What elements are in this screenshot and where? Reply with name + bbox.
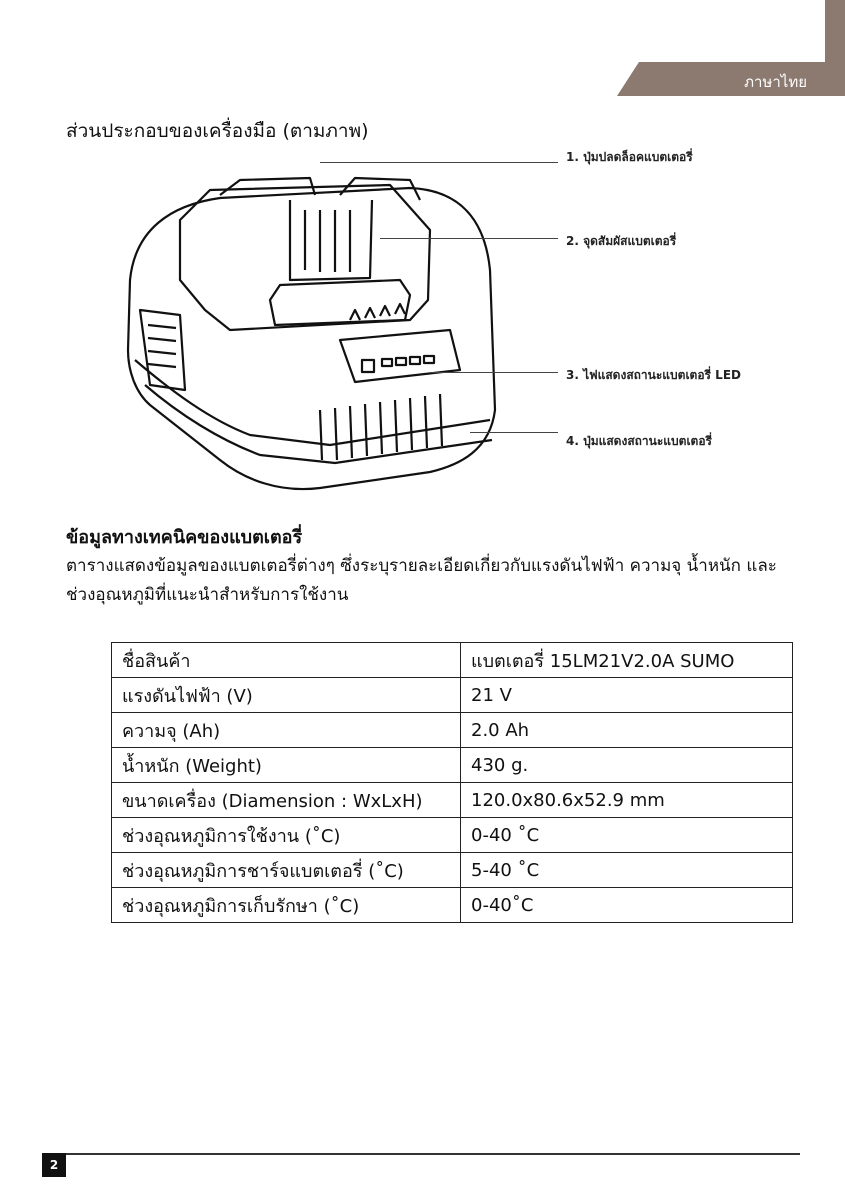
- spec-description: ตารางแสดงข้อมูลของแบตเตอรี่ต่างๆ ซึ่งระบุรายละเอียดเกี่ยวกับแรงดันไฟฟ้า ความจุ น้ำหนัก และช่วงอุณหภูมิที่แนะนำสำหรับการใช้งาน: [66, 556, 777, 605]
- battery-illustration: [110, 160, 530, 510]
- spec-key: ช่วงอุณหภูมิการใช้งาน (˚C): [112, 818, 461, 853]
- spec-table: [111, 642, 793, 923]
- spec-value: แบตเตอรี่ 15LM21V2.0A SUMO: [461, 643, 793, 678]
- spec-key: ความจุ (Ah): [112, 713, 461, 748]
- language-label: ภาษาไทย: [744, 73, 807, 91]
- language-tab: [615, 62, 845, 96]
- spec-value: 2.0 Ah: [461, 713, 793, 748]
- table-row: [112, 888, 793, 923]
- callout-battery-contacts: 2. จุดสัมผัสแบตเตอรี่: [566, 234, 677, 248]
- spec-key: ขนาดเครื่อง (Diamension : WxLxH): [112, 783, 461, 818]
- table-row: [112, 783, 793, 818]
- callout-status-button: 4. ปุ่มแสดงสถานะแบตเตอรี่: [566, 434, 712, 448]
- spec-key: ช่วงอุณหภูมิการเก็บรักษา (˚C): [112, 888, 461, 923]
- callout-led-indicator: 3. ไฟแสดงสถานะแบตเตอรี่ LED: [566, 368, 741, 382]
- parts-heading: ส่วนประกอบของเครื่องมือ (ตามภาพ): [66, 120, 369, 142]
- spec-key: ชื่อสินค้า: [112, 643, 461, 678]
- table-row: [112, 713, 793, 748]
- spec-value: 120.0x80.6x52.9 mm: [461, 783, 793, 818]
- spec-key: น้ำหนัก (Weight): [112, 748, 461, 783]
- table-row: [112, 643, 793, 678]
- spec-key: แรงดันไฟฟ้า (V): [112, 678, 461, 713]
- corner-decoration: [825, 0, 845, 62]
- spec-heading: ข้อมูลทางเทคนิคของแบตเตอรี่: [66, 527, 303, 548]
- table-row: [112, 748, 793, 783]
- table-row: [112, 853, 793, 888]
- spec-value: 0-40 ˚C: [461, 818, 793, 853]
- spec-value: 0-40˚C: [461, 888, 793, 923]
- spec-value: 430 g.: [461, 748, 793, 783]
- callout-unlock-button: 1. ปุ่มปลดล็อคแบตเตอรี่: [566, 150, 693, 164]
- table-row: [112, 818, 793, 853]
- spec-value: 5-40 ˚C: [461, 853, 793, 888]
- spec-key: ช่วงอุณหภูมิการชาร์จแบตเตอรี่ (˚C): [112, 853, 461, 888]
- callout-line-3: [430, 372, 558, 373]
- page-number: 2: [42, 1153, 66, 1177]
- footer-rule: [42, 1153, 800, 1155]
- spec-value: 21 V: [461, 678, 793, 713]
- callout-line-4: [470, 432, 558, 433]
- callout-line-1: [320, 162, 558, 163]
- table-row: [112, 678, 793, 713]
- callout-line-2: [380, 238, 558, 239]
